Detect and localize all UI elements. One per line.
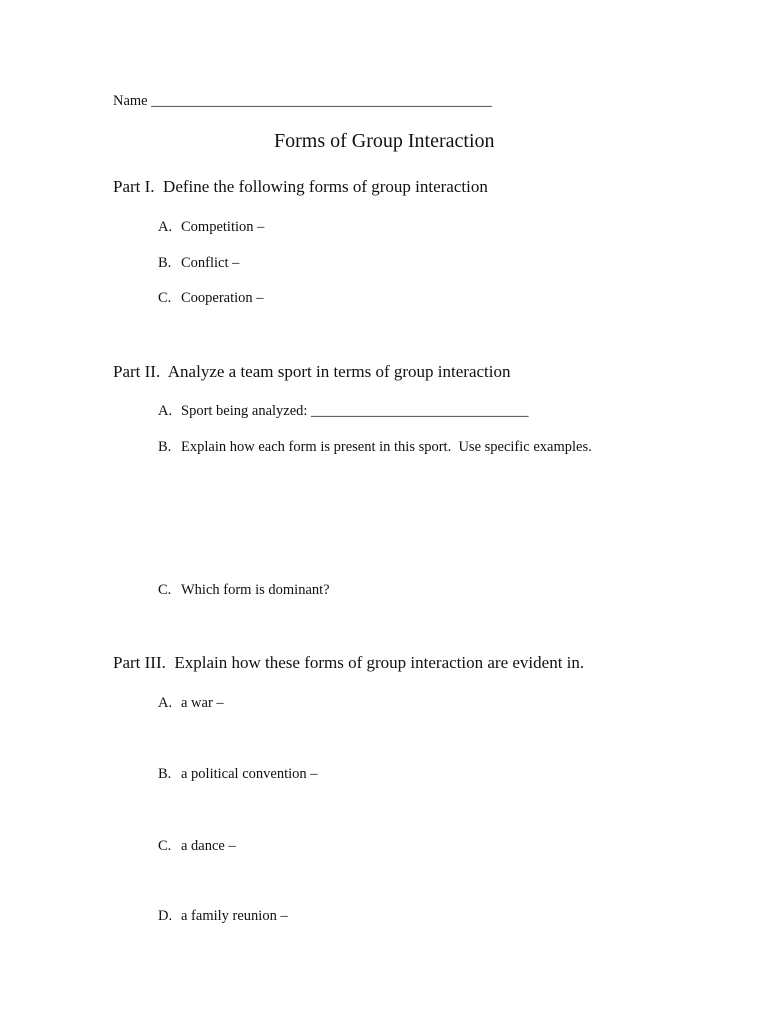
- part1-item-b: [158, 255, 239, 272]
- item-letter: B.: [158, 766, 172, 782]
- name-line: Name _______________________________________________: [113, 93, 492, 109]
- item-text: Competition –: [181, 219, 265, 235]
- item-text: Cooperation –: [181, 290, 264, 306]
- part2-item-a: [158, 403, 529, 420]
- item-letter: D.: [158, 908, 173, 924]
- item-letter: A.: [158, 219, 173, 235]
- item-text: a war –: [181, 695, 224, 711]
- item-text: a family reunion –: [181, 908, 288, 924]
- part1-heading: Part I. Define the following forms of group interaction: [113, 177, 488, 196]
- part3-item-d: [158, 908, 288, 925]
- item-letter: A.: [158, 695, 173, 711]
- part3-item-c: [158, 838, 236, 855]
- part1-item-a: [158, 219, 264, 236]
- part3-item-a: [158, 695, 224, 712]
- part1-item-c: [158, 290, 264, 307]
- item-text: Which form is dominant?: [181, 582, 330, 598]
- part3-heading: Part III. Explain how these forms of group interaction are evident in.: [113, 653, 585, 672]
- item-text: a political convention –: [181, 766, 318, 782]
- item-letter: B.: [158, 255, 172, 271]
- item-letter: C.: [158, 838, 172, 854]
- part2-heading: Part II. Analyze a team sport in terms of group interaction: [113, 362, 511, 381]
- item-text: Sport being analyzed: ______________________________: [181, 403, 529, 419]
- part3-item-b: [158, 766, 318, 783]
- item-text: Conflict –: [181, 255, 240, 271]
- item-letter: C.: [158, 290, 172, 306]
- part2-item-c: [158, 582, 330, 599]
- item-letter: C.: [158, 582, 172, 598]
- item-text: Explain how each form is present in this sport. Use specific examples.: [181, 439, 592, 455]
- page-title: Forms of Group Interaction: [274, 130, 495, 152]
- item-letter: B.: [158, 439, 172, 455]
- item-letter: A.: [158, 403, 173, 419]
- item-text: a dance –: [181, 838, 236, 854]
- part2-item-b: [158, 439, 592, 456]
